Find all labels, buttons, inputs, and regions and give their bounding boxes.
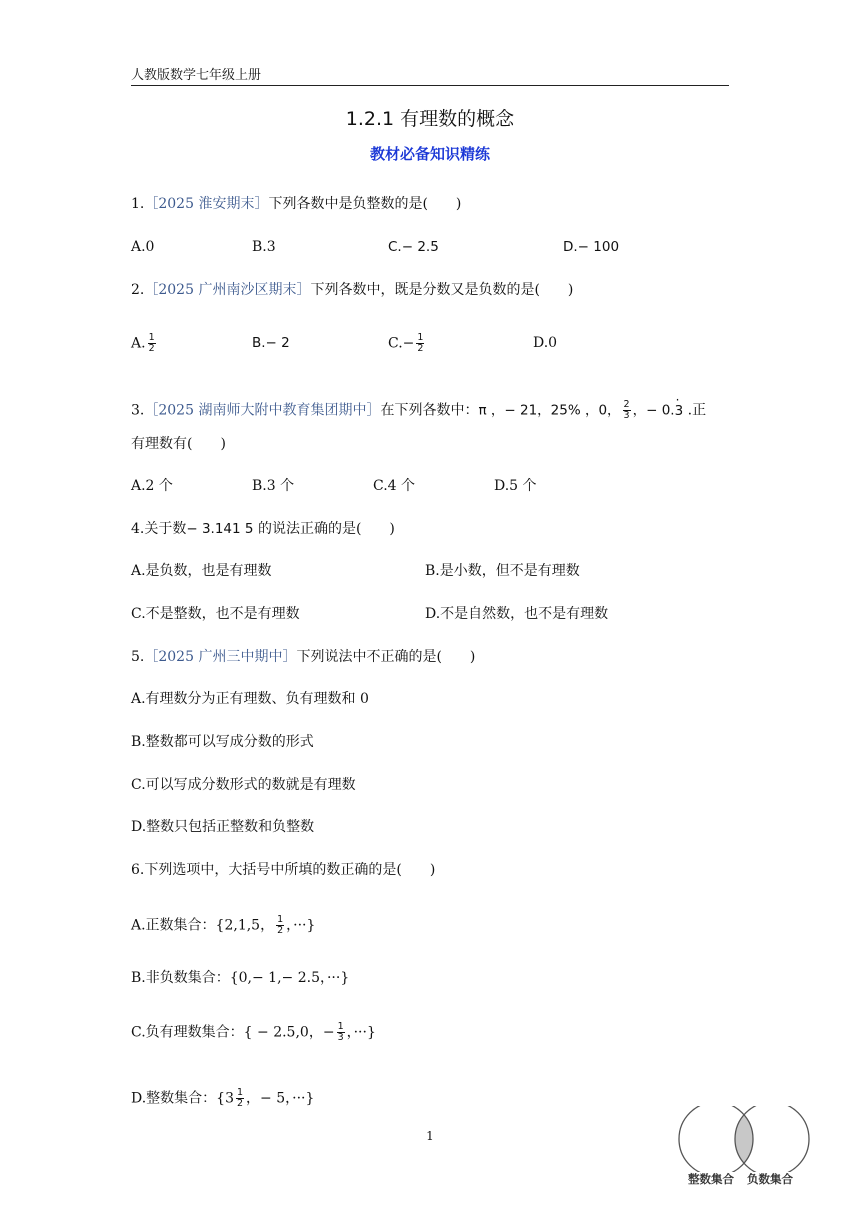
source-tag: ［2025 淮安期末］ — [144, 196, 269, 212]
question-2 — [131, 280, 573, 300]
question-stem: 下列各数中是负整数的是( ) — [268, 196, 462, 212]
question-stem: 下列说法中不正确的是( ) — [296, 649, 476, 665]
fraction: $\frac{1}{3}$ — [337, 1021, 344, 1043]
header-rule — [131, 85, 729, 86]
q1-option-c: C.− 2.5 — [388, 239, 439, 255]
q6-option-c: C.负有理数集合：{ − 2.5,0，− $\frac{1}{3}$ ，···} — [131, 1021, 376, 1043]
q5-option-a: A.有理数分为正有理数、负有理数和 0 — [131, 691, 369, 707]
question-3: 3.［2025 湖南师大附中教育集团期中］在下列各数中：π ，− 21，25% ，0， $\frac{2}{3}$ ，− 0.· 3 .正 — [131, 400, 706, 421]
venn-overlap — [735, 1106, 809, 1172]
q3-option-b: B.3 个 — [252, 478, 295, 494]
q4-option-b: B.是小数，但不是有理数 — [425, 563, 580, 579]
venn-labels — [688, 1171, 793, 1187]
question-4: 4.关于数− 3.141 5 的说法正确的是( ) — [131, 521, 395, 537]
q1-option-a: A.0 — [131, 239, 155, 255]
running-header: 人教版数学七年级上册 — [131, 68, 262, 83]
q4-option-d: D.不是自然数，也不是有理数 — [425, 606, 609, 622]
q2-option-a: A. $\frac{1}{2}$ — [131, 332, 155, 354]
venn-left-label: 整数集合 — [688, 1172, 734, 1186]
question-number: 1. — [131, 196, 145, 212]
question-number: 2. — [131, 282, 145, 298]
repeating-digit: · 3 — [675, 401, 684, 421]
q5-option-b: B.整数都可以写成分数的形式 — [131, 734, 314, 750]
q3-option-a: A.2 个 — [131, 478, 173, 494]
number-value: − 3.141 5 — [186, 521, 254, 537]
question-number: 3. — [131, 402, 145, 419]
question-number: 5. — [131, 649, 145, 665]
fraction: $\frac{1}{2}$ — [148, 332, 155, 354]
venn-right-label: 负数集合 — [747, 1172, 794, 1186]
q6-option-d: D.整数集合：{3 $\frac{1}{2}$ ，− 5，···} — [131, 1087, 315, 1109]
question-stem: 下列各数中，既是分数又是负数的是( ) — [310, 282, 574, 298]
q1-option-d: D.− 100 — [563, 239, 620, 255]
question-6: 6.下列选项中，大括号中所填的数正确的是( ) — [131, 862, 436, 878]
q3-option-d: D.5 个 — [494, 478, 537, 494]
q1-option-b: B.3 — [252, 239, 276, 255]
fraction: $\frac{1}{2}$ — [277, 914, 284, 936]
q2-option-c: C.− $\frac{1}{2}$ — [388, 332, 424, 354]
venn-diagram — [676, 1106, 812, 1172]
page-number: 1 — [426, 1129, 434, 1143]
question-5 — [131, 647, 475, 667]
source-tag: ［2025 广州三中期中］ — [144, 649, 297, 665]
q3-option-c: C.4 个 — [373, 478, 416, 494]
q2-option-b: B.− 2 — [252, 335, 290, 351]
question-3-line-2: 有理数有( ) — [131, 436, 226, 452]
fraction: $\frac{1}{2}$ — [417, 332, 424, 354]
q2-option-d: D.0 — [533, 335, 558, 351]
number-list: π ，− 21，25% ，0， — [478, 402, 621, 419]
fraction: $\frac{1}{2}$ — [237, 1087, 244, 1109]
page-title: 1.2.1 有理数的概念 — [345, 108, 515, 130]
question-1 — [131, 194, 461, 214]
q5-option-c: C.可以写成分数形式的数就是有理数 — [131, 777, 356, 793]
q5-option-d: D.整数只包括正整数和负整数 — [131, 819, 315, 835]
section-subtitle: 教材必备知识精练 — [369, 145, 490, 163]
fraction: $\frac{2}{3}$ — [623, 399, 630, 421]
q6-option-a: A.正数集合：{2,1,5， $\frac{1}{2}$ ，···} — [131, 914, 316, 936]
q4-option-c: C.不是整数，也不是有理数 — [131, 606, 300, 622]
q6-option-b: B.非负数集合：{0,− 1,− 2.5，···} — [131, 970, 350, 986]
q4-option-a: A.是负数，也是有理数 — [131, 563, 272, 579]
source-tag: ［2025 广州南沙区期末］ — [144, 282, 311, 298]
source-tag: ［2025 湖南师大附中教育集团期中］ — [144, 402, 381, 419]
